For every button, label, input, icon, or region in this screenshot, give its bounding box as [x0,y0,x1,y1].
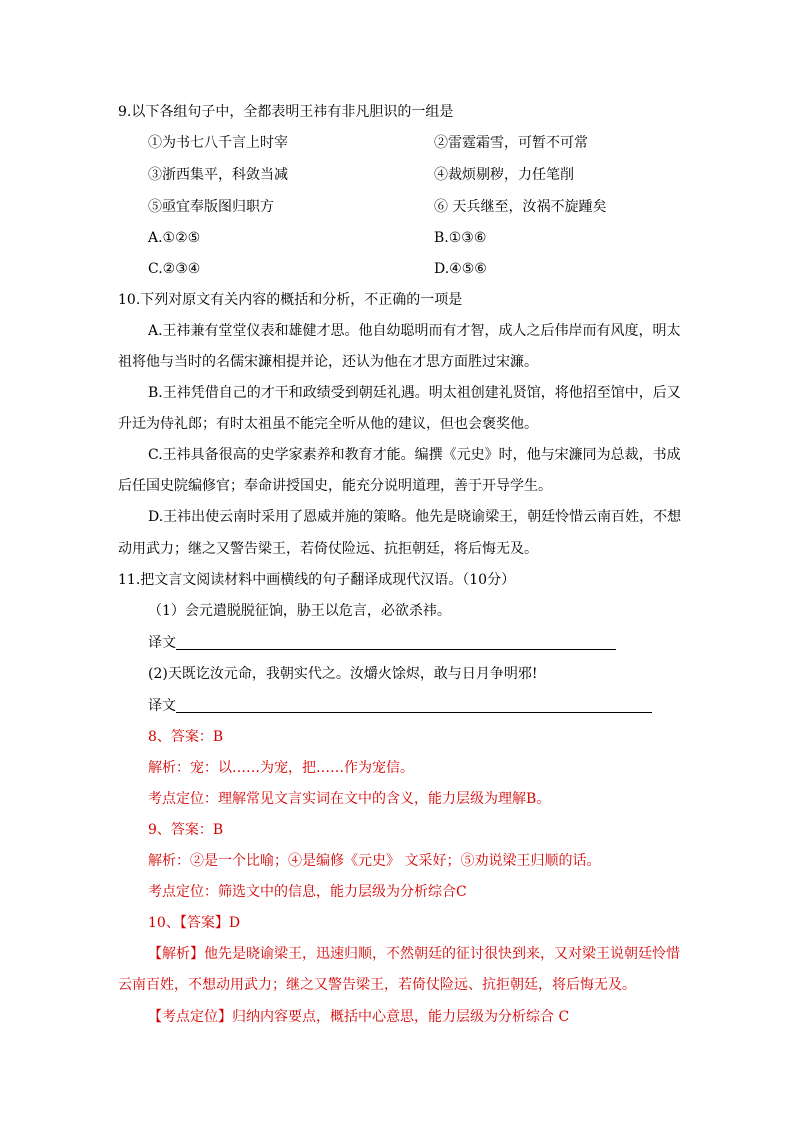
q9-option-2: ②雷霆霜雪，可暂不可常 [434,135,588,151]
q9-choice-b: B.①③⑥ [434,230,487,246]
q11-answer-blank-2 [176,712,652,713]
q9-choice-c: C.②③④ [148,261,201,277]
q11-translation-label-2: 译文 [148,698,176,714]
q10-option-c-line2: 后任国史院编修官；奉命讲授国史，能充分说明道理，善于开导学生。 [118,478,552,494]
q10-stem: 10.下列对原文有关内容的概括和分析，不正确的一项是 [118,292,463,308]
q9-option-6: ⑥ 天兵继至，汝祸不旋踵矣 [434,199,607,215]
q9-option-4: ④裁烦剔秽，力任笔削 [434,167,574,183]
q11-stem: 11.把文言文阅读材料中画横线的句子翻译成现代汉语。（10分） [118,572,516,588]
q10-option-a-line2: 祖将他与当时的名儒宋濂相提并论，还认为他在才思方面胜过宋濂。 [118,354,538,370]
q11-translation-label-1: 译文 [148,635,176,651]
q9-choice-d: D.④⑤⑥ [434,261,487,277]
q10-option-a-line1: A.王祎兼有堂堂仪表和雄健才思。他自幼聪明而有才智，成人之后伟岸而有风度，明太 [148,323,681,339]
answer-9-explanation: 解析：②是一个比喻；④是编修《元史》 文采好；⑤劝说梁王归顺的话。 [148,853,601,869]
q10-option-b-line1: B.王祎凭借自己的才干和政绩受到朝廷礼遇。明太祖创建礼贤馆，将他招至馆中，后又 [148,385,681,401]
answer-9-knowledge-point: 考点定位：筛选文中的信息，能力层级为分析综合C [148,884,467,900]
q9-option-5: ⑤亟宜奉版图归职方 [148,199,274,215]
q9-option-3: ③浙西集平，科敛当减 [148,167,288,183]
answer-8-explanation: 解析：宠：以……为宠，把……作为宠信。 [148,760,414,776]
answer-8-knowledge-point: 考点定位：理解常见文言实词在文中的含义，能力层级为理解B。 [148,791,551,807]
q11-answer-blank-1 [176,649,616,650]
q9-choice-a: A.①②⑤ [148,230,201,246]
q10-option-b-line2: 升迁为侍礼郎；有时太祖虽不能完全听从他的建议，但也会褒奖他。 [118,416,538,432]
q11-sentence-2: (2)天既讫汝元命，我朝实代之。汝爝火馀烬，敢与日月争明邪! [148,666,538,682]
q9-stem: 9.以下各组句子中，全都表明王祎有非凡胆识的一组是 [118,104,454,120]
answer-10-explanation-line2: 云南百姓，不想动用武力；继之又警告梁王，若倚仗险远、抗拒朝廷，将后悔无及。 [118,977,636,993]
q10-option-d-line2: 动用武力；继之又警告梁王，若倚仗险远、抗拒朝廷，将后悔无及。 [118,541,538,557]
answer-10-knowledge-point: 【考点定位】归纳内容要点，概括中心意思，能力层级为分析综合 C [148,1009,570,1025]
q9-option-1: ①为书七八千言上时宰 [148,135,288,151]
answer-8: 8、答案：B [148,729,224,745]
q10-option-c-line1: C.王祎具备很高的史学家素养和教育才能。编撰《元史》时，他与宋濂同为总裁，书成 [148,447,681,463]
q10-option-d-line1: D.王祎出使云南时采用了恩威并施的策略。他先是晓谕梁王，朝廷怜惜云南百姓，不想 [148,509,682,525]
answer-10-explanation-line1: 【解析】他先是晓谕梁王，迅速归顺，不然朝廷的征讨很快到来，又对梁王说朝廷怜惜 [148,946,680,962]
answer-10: 10、【答案】D [148,915,241,931]
answer-9: 9、答案：B [148,822,224,838]
q11-sentence-1: （1）会元遣脱脱征饷，胁王以危言，必欲杀祎。 [148,603,451,619]
